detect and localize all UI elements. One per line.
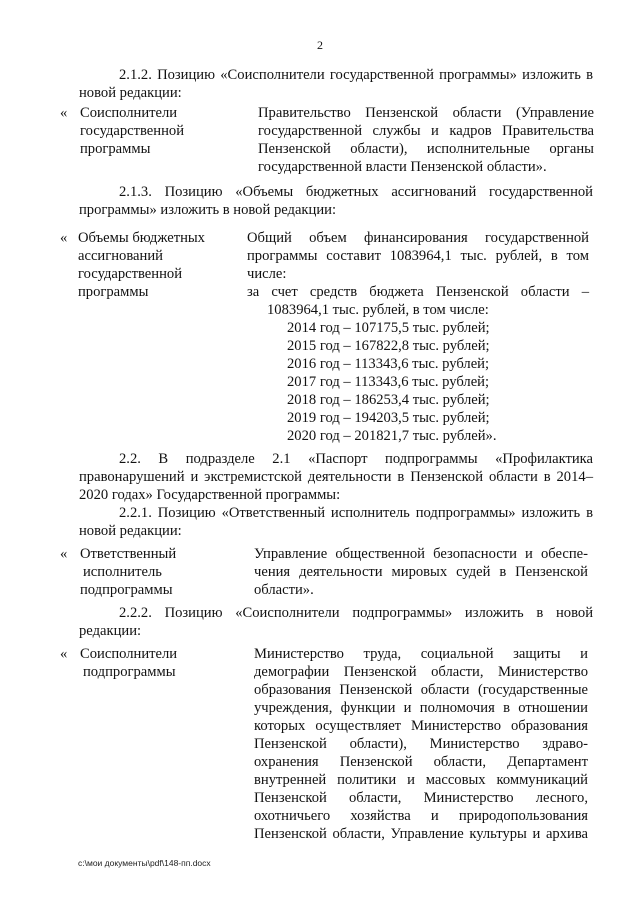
value-line: Управление общественной безопасности и обеспе- [254, 546, 588, 562]
value-line: Пензенской области, Министерство лесного, [254, 790, 588, 806]
year-amount-line: 2014 год – 107175,5 тыс. рублей; [287, 320, 490, 336]
value-line: Общий объем финансирования государственной [247, 230, 589, 246]
year-amount-line: 2020 год – 201821,7 тыс. рублей». [287, 428, 497, 444]
label-line: государственной [80, 123, 185, 139]
open-quote: « [60, 230, 68, 246]
value-line: Министерство труда, социальной защиты и [254, 646, 588, 662]
value-line: области». [254, 582, 314, 598]
paragraph-2-2-2-intro: 2.2.2. Позицию «Соисполнители подпрограммы» изложить в новой редакции: [79, 605, 593, 639]
value-line: Пензенской области), исполнительные органы [258, 141, 594, 157]
table-row-responsible-executor [60, 545, 600, 605]
label-line: Соисполнители [80, 646, 178, 662]
label-line: программы [80, 141, 151, 157]
year-amount-line: 2019 год – 194203,5 тыс. рублей; [287, 410, 490, 426]
value-line: внутренней политики и массовых коммуникаций [254, 772, 588, 788]
row-value [254, 645, 588, 843]
row-label [80, 645, 240, 681]
table-row-coexecutors-program [60, 104, 600, 184]
value-line: государственной власти Пензенской области». [258, 159, 547, 175]
value-line: программы составит 1083964,1 тыс. рублей, в том [247, 248, 589, 264]
value-line: охранения Пензенской области, Департамент [254, 754, 588, 770]
value-line: Пензенской области), Министерство здраво- [254, 736, 588, 752]
row-label [78, 229, 238, 301]
label-line: Ответственный [80, 546, 177, 562]
value-line: охотничьего хозяйства и природопользования [254, 808, 588, 824]
row-value [258, 104, 594, 176]
label-line: Объемы бюджетных [78, 230, 205, 246]
value-line: 1083964,1 тыс. рублей, в том числе: [267, 302, 489, 318]
year-amount-line: 2017 год – 113343,6 тыс. рублей; [287, 374, 490, 390]
row-value [254, 545, 588, 599]
value-line: учреждения, функции и полномочия в отношении [254, 700, 588, 716]
table-row-coexecutors-subprogram [60, 645, 600, 850]
label-line: Соисполнители [80, 105, 178, 121]
paragraph-2-1-3-intro: 2.1.3. Позицию «Объемы бюджетных ассигнований государственной программы» изложить в новой редакции: [79, 184, 593, 218]
label-line: исполнитель [83, 564, 162, 580]
value-line: образования Пензенской области (государственные [254, 682, 588, 698]
value-line: чения деятельности мировых судей в Пензенской [254, 564, 588, 580]
row-label [80, 104, 240, 158]
page-number: 2 [317, 38, 323, 52]
year-amount-line: 2018 год – 186253,4 тыс. рублей; [287, 392, 490, 408]
year-amount-line: 2016 год – 113343,6 тыс. рублей; [287, 356, 490, 372]
value-line: Правительство Пензенской области (Управление [258, 105, 594, 121]
paragraph-2-1-2-intro: 2.1.2. Позицию «Соисполнители государственной программы» изложить в новой редакции: [79, 67, 593, 101]
open-quote: « [60, 546, 68, 562]
open-quote: « [60, 105, 68, 121]
table-row-budget-allocations [60, 229, 600, 444]
value-line: государственной службы и кадров Правительства [258, 123, 594, 139]
paragraph-2-2-1-intro: 2.2.1. Позицию «Ответственный исполнитель подпрограммы» изложить в новой редакции: [79, 505, 593, 539]
paragraph-2-2-intro: 2.2. В подразделе 2.1 «Паспорт подпрограммы «Профилактика правонарушений и экстремистской деятельности в Пензенской области в 2014–2020 годах» Государственной программы: [79, 451, 593, 503]
label-line: ассигнований [78, 248, 163, 264]
open-quote: « [60, 646, 68, 662]
label-line: программы [78, 284, 149, 300]
label-line: подпрограммы [83, 664, 176, 680]
value-line: за счет средств бюджета Пензенской области – [247, 284, 589, 300]
row-value [247, 229, 589, 445]
footer-file-path: c:\мои документы\pdf\148-пп.docx [78, 858, 211, 868]
label-line: государственной [78, 266, 183, 282]
value-line: демографии Пензенской области, Министерство [254, 664, 588, 680]
value-line: которых осуществляет Министерство образования [254, 718, 588, 734]
value-line: числе: [247, 266, 287, 282]
value-line: Пензенской области, Управление культуры и архива [254, 826, 588, 842]
year-amount-line: 2015 год – 167822,8 тыс. рублей; [287, 338, 490, 354]
label-line: подпрограммы [80, 582, 173, 598]
row-label [80, 545, 240, 599]
